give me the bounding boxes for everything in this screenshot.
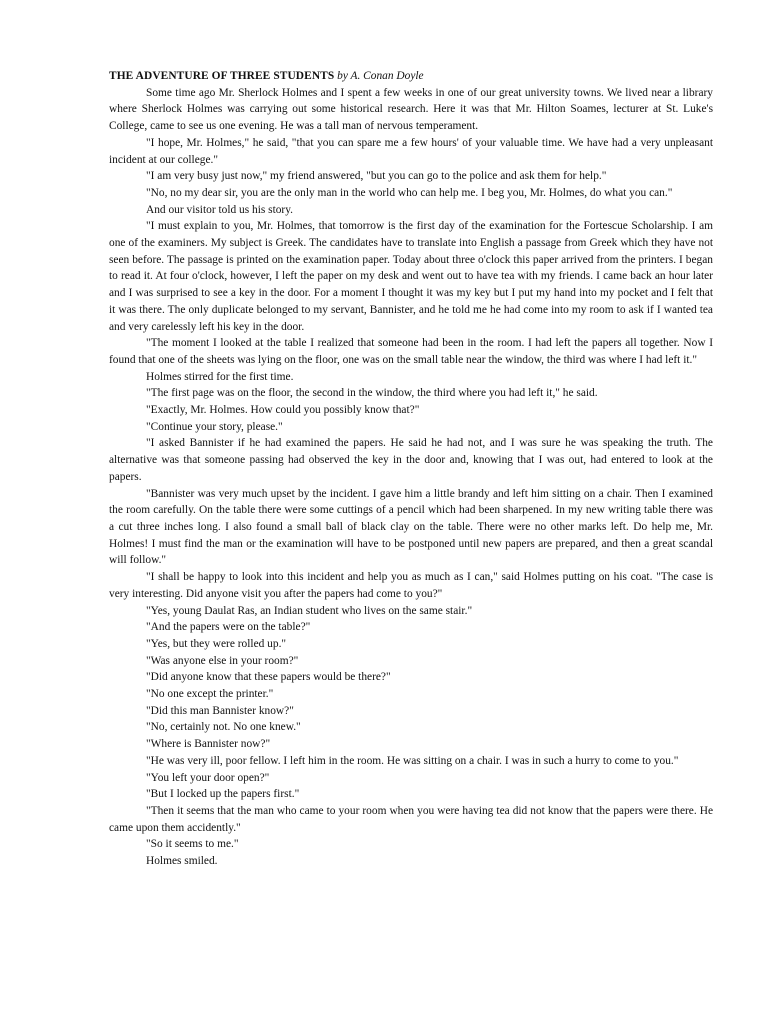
paragraph: "So it seems to me."	[146, 838, 239, 851]
paragraph: "I shall be happy to look into this incident and help you as much as I can," said Holmes putting on his coat. "The case is very interesting. Did anyone visit you after the papers had come to you?"	[109, 571, 713, 600]
paragraph: Holmes stirred for the first time.	[146, 370, 294, 383]
title-line	[109, 68, 713, 85]
paragraph: "Where is Bannister now?"	[146, 738, 271, 751]
document-title: THE ADVENTURE OF THREE STUDENTS	[109, 70, 335, 82]
paragraph: And our visitor told us his story.	[146, 203, 294, 216]
paragraph: "Was anyone else in your room?"	[146, 654, 299, 667]
paragraph: "Yes, young Daulat Ras, an Indian student who lives on the same stair."	[146, 604, 473, 617]
document-byline: by A. Conan Doyle	[337, 70, 424, 82]
paragraph: "Continue your story, please."	[146, 420, 283, 433]
paragraph: "He was very ill, poor fellow. I left him in the room. He was sitting on a chair. I was in such a hurry to come to you."	[146, 754, 679, 767]
paragraph: Holmes smiled.	[146, 855, 218, 868]
paragraph: "No one except the printer."	[146, 688, 274, 701]
paragraph: "I asked Bannister if he had examined the papers. He said he had not, and I was sure he was speaking the truth. The alternative was that someone passing had observed the key in the door and, knowing that I was out, had entered to look at the papers.	[109, 437, 713, 483]
paragraph: "The first page was on the floor, the second in the window, the third where you had left it," he said.	[146, 387, 598, 400]
paragraph: "Bannister was very much upset by the incident. I gave him a little brandy and left him sitting on a chair. Then I examined the room carefully. On the table there were some cuttings of a pencil which had been sharpened. In my new writing table there was a cut three inches long. I also found a small ball of black clay on the table. There were no other marks left. Do help me, Mr. Holmes! I must find the man or the examination will have to be postponed until new papers are prepared, and then a great scandal will follow."	[109, 487, 713, 567]
paragraph: "Exactly, Mr. Holmes. How could you possibly know that?"	[146, 404, 420, 417]
paragraph: "Did this man Bannister know?"	[146, 704, 294, 717]
paragraph: Some time ago Mr. Sherlock Holmes and I spent a few weeks in one of our great university towns. We lived near a library where Sherlock Holmes was carrying out some historical research. Here it was that Mr. Hilton Soames, lecturer at St. Luke's College, came to see us one evening. He was a tall man of nervous temperament.	[109, 86, 713, 133]
paragraph: "Yes, but they were rolled up."	[146, 637, 287, 650]
paragraph: "You left your door open?"	[146, 771, 270, 784]
paragraph: "But I locked up the papers first."	[146, 788, 300, 801]
paragraph: "Did anyone know that these papers would be there?"	[146, 671, 391, 684]
paragraph: "I hope, Mr. Holmes," he said, "that you can spare me a few hours' of your valuable time. We have had a very unpleasant incident at our college."	[109, 136, 713, 166]
paragraph: "I must explain to you, Mr. Holmes, that tomorrow is the first day of the examination for the Fortescue Scholarship. I am one of the examiners. My subject is Greek. The candidates have to translate into English a passage from Greek which they have not seen before. The passage is printed on the examination paper. Today about three o'clock this paper arrived from the printers. I began to read it. At four o'clock, however, I left the paper on my desk and went out to have tea with my friends. I came back an hour later and I was surprised to see a key in the door. For a moment I thought it was my key but I put my hand into my pocket and I felt that it was there. The only duplicate belonged to my servant, Bannister, and he told me he had come into my room to ask if I wanted tea and very carelessly left his key in the door.	[109, 220, 713, 333]
paragraph: "The moment I looked at the table I realized that someone had been in the room. I had left the papers all together. Now I found that one of the sheets was lying on the floor, one was on the small table near the window, the third was where I had left it."	[109, 337, 713, 366]
paragraph: "Then it seems that the man who came to your room when you were having tea did not know that the papers were there. He came upon them accidently."	[109, 804, 713, 834]
paragraph: "No, no my dear sir, you are the only man in the world who can help me. I beg you, Mr. Holmes, do what you can."	[146, 186, 673, 199]
document-body	[109, 68, 713, 870]
paragraph: "I am very busy just now," my friend answered, "but you can go to the police and ask them for help."	[146, 170, 607, 183]
paragraph: "And the papers were on the table?"	[146, 621, 311, 634]
paragraph: "No, certainly not. No one knew."	[146, 721, 301, 734]
